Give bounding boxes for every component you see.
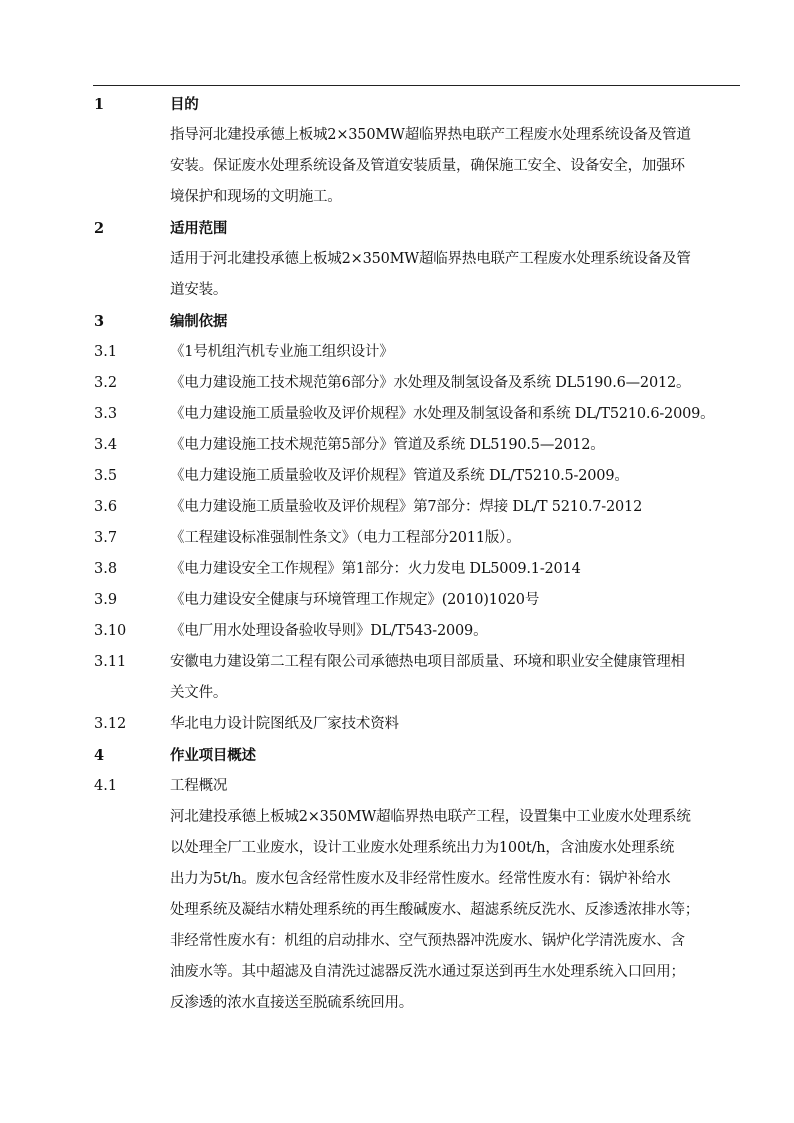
section-text: 《电力建设施工质量验收及评价规程》水处理及制氢设备和系统 DL/T5210.6-2009。 [170,406,715,422]
header-rule [93,85,740,86]
section-text: 华北电力设计院图纸及厂家技术资料 [170,716,399,732]
section-number: 3.9 [94,592,118,608]
section-text: 工程概况 [170,778,228,794]
section-number: 3.2 [94,375,118,391]
paragraph-line [0,678,794,709]
paragraph-line [0,864,794,895]
paragraph-line [0,275,794,306]
section-heading-row [0,740,794,771]
section-text: 处理系统及凝结水精处理系统的再生酸碱废水、超滤系统反洗水、反渗透浓排水等； [170,902,700,918]
section-text: 油废水等。其中超滤及自清洗过滤器反洗水通过泵送到再生水处理系统入口回用； [170,964,685,980]
section-number: 3.4 [94,437,118,453]
section-title: 作业项目概述 [170,747,256,764]
section-number: 3 [94,313,105,330]
paragraph-line [0,399,794,430]
section-number: 3.3 [94,406,118,422]
section-title: 目的 [170,96,199,113]
section-heading-row [0,89,794,120]
section-text: 《电厂用水处理设备验收导则》DL/T543-2009。 [170,623,488,639]
section-text: 非经常性废水有：机组的启动排水、空气预热器冲洗废水、锅炉化学清洗废水、含 [170,933,685,949]
section-text: 安装。保证废水处理系统设备及管道安装质量，确保施工安全、设备安全，加强环 [170,158,685,174]
section-text: 河北建投承德上板城2×350MW超临界热电联产工程，设置集中工业废水处理系统 [170,809,691,825]
paragraph-line [0,895,794,926]
paragraph-line [0,244,794,275]
paragraph-line [0,616,794,647]
section-text: 《电力建设安全健康与环境管理工作规定》(2010)1020号 [170,592,540,608]
section-number: 3.12 [94,716,127,732]
paragraph-line [0,833,794,864]
paragraph-line [0,771,794,802]
paragraph-line [0,430,794,461]
section-text: 《工程建设标准强制性条文》（电力工程部分2011版）。 [170,530,521,546]
paragraph-line [0,151,794,182]
section-number: 3.11 [94,654,127,670]
section-text: 《1号机组汽机专业施工组织设计》 [170,344,394,360]
paragraph-line [0,585,794,616]
section-number: 4.1 [94,778,118,794]
paragraph-line [0,554,794,585]
section-text: 出力为5t/h。废水包含经常性废水及非经常性废水。经常性废水有：锅炉补给水 [170,871,671,887]
section-number: 1 [94,96,105,113]
document-body [0,89,794,1019]
paragraph-line [0,802,794,833]
section-text: 《电力建设施工质量验收及评价规程》管道及系统 DL/T5210.5-2009。 [170,468,629,484]
section-text: 关文件。 [170,685,228,701]
paragraph-line [0,368,794,399]
paragraph-line [0,926,794,957]
section-text: 《电力建设施工技术规范第6部分》水处理及制氢设备及系统 DL5190.6—2012。 [170,375,691,391]
section-text: 《电力建设安全工作规程》第1部分：火力发电 DL5009.1-2014 [170,561,581,577]
paragraph-line [0,957,794,988]
section-number: 3.6 [94,499,118,515]
paragraph-line [0,709,794,740]
section-heading-row [0,306,794,337]
section-text: 境保护和现场的文明施工。 [170,189,342,205]
section-title: 编制依据 [170,313,228,330]
section-number: 3.7 [94,530,118,546]
paragraph-line [0,523,794,554]
section-text: 适用于河北建投承德上板城2×350MW超临界热电联产工程废水处理系统设备及管 [170,251,691,267]
section-text: 《电力建设施工技术规范第5部分》管道及系统 DL5190.5—2012。 [170,437,605,453]
section-text: 反渗透的浓水直接送至脱硫系统回用。 [170,995,414,1011]
section-number: 4 [94,747,105,764]
section-text: 《电力建设施工质量验收及评价规程》第7部分：焊接 DL/T 5210.7-2012 [170,499,643,515]
section-text: 道安装。 [170,282,228,298]
paragraph-line [0,461,794,492]
section-title: 适用范围 [170,220,228,237]
paragraph-line [0,120,794,151]
paragraph-line [0,492,794,523]
section-text: 指导河北建投承德上板城2×350MW超临界热电联产工程废水处理系统设备及管道 [170,127,691,143]
paragraph-line [0,182,794,213]
paragraph-line [0,337,794,368]
section-number: 3.8 [94,561,118,577]
section-number: 3.1 [94,344,118,360]
section-number: 3.5 [94,468,118,484]
section-text: 以处理全厂工业废水，设计工业废水处理系统出力为100t/h，含油废水处理系统 [170,840,675,856]
section-text: 安徽电力建设第二工程有限公司承德热电项目部质量、环境和职业安全健康管理相 [170,654,685,670]
paragraph-line [0,647,794,678]
section-heading-row [0,213,794,244]
section-number: 3.10 [94,623,127,639]
paragraph-line [0,988,794,1019]
section-number: 2 [94,220,105,237]
